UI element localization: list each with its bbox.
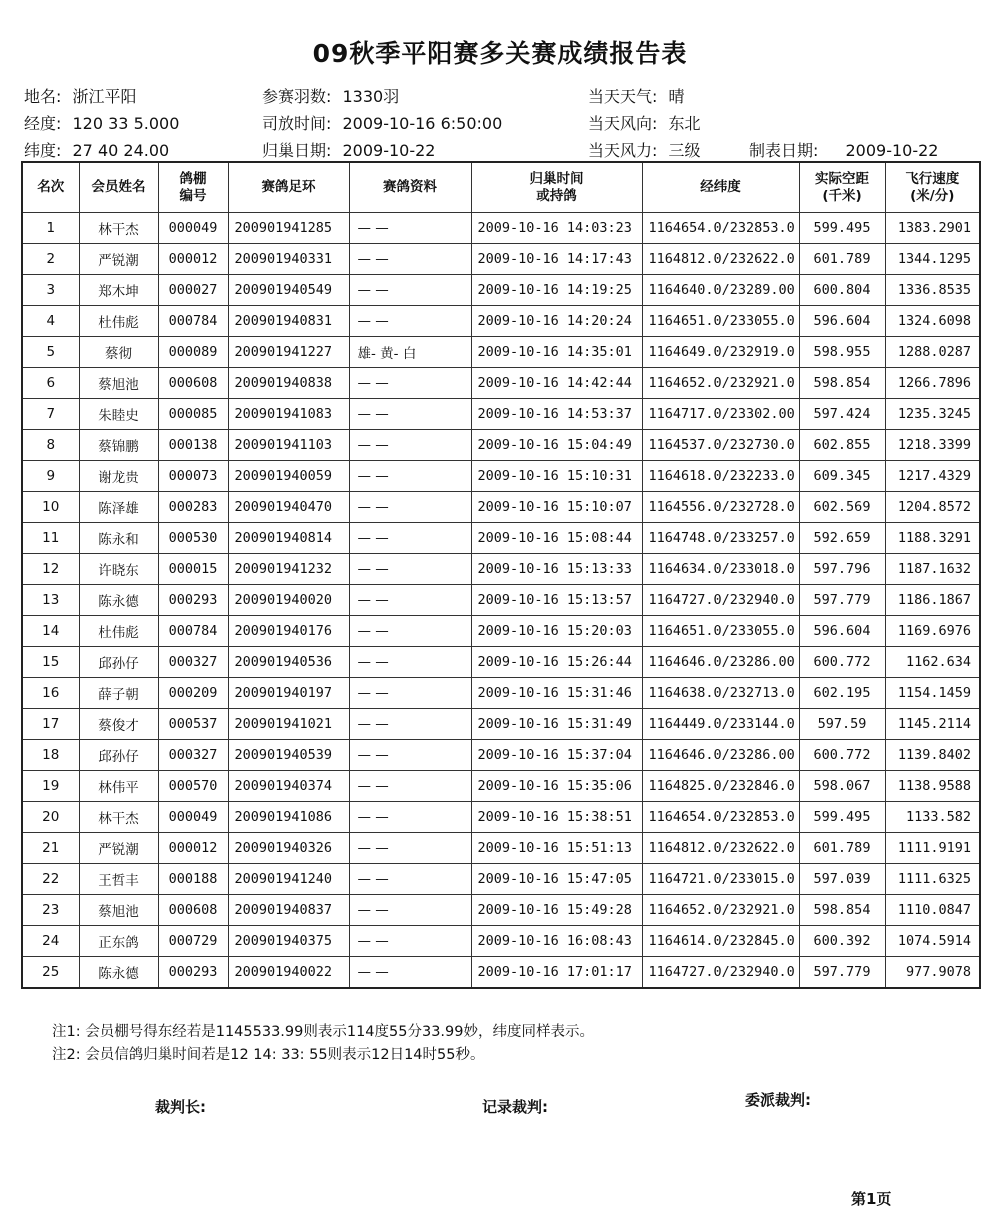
pigeon-info-cell: — — <box>349 678 471 709</box>
rank-cell: 22 <box>22 864 79 895</box>
column-header: 归巢时间 或持鸽 <box>471 162 642 213</box>
speed-cell: 1154.1459 <box>885 678 980 709</box>
table-row <box>22 306 980 337</box>
member-name-cell: 王哲丰 <box>79 864 158 895</box>
table-header-row <box>22 162 980 213</box>
arrival-time-cell: 2009-10-16 14:35:01 <box>471 337 642 368</box>
loft-number-cell: 000085 <box>158 399 228 430</box>
rank-cell: 24 <box>22 926 79 957</box>
loft-number-cell: 000138 <box>158 430 228 461</box>
table-body <box>22 213 980 989</box>
meta-wind-direction <box>588 111 701 134</box>
coordinates-cell: 1164652.0/232921.0 <box>642 368 799 399</box>
loft-number-cell: 000784 <box>158 616 228 647</box>
arrival-time-cell: 2009-10-16 14:53:37 <box>471 399 642 430</box>
pigeon-info-cell: — — <box>349 802 471 833</box>
table-row <box>22 678 980 709</box>
ring-number-cell: 200901940331 <box>228 244 349 275</box>
meta-location-label: 地名: <box>24 87 62 106</box>
distance-cell: 601.789 <box>799 244 885 275</box>
rank-cell: 18 <box>22 740 79 771</box>
signature-record-judge: 记录裁判: <box>482 1098 548 1116</box>
loft-number-cell: 000327 <box>158 647 228 678</box>
loft-number-cell: 000073 <box>158 461 228 492</box>
loft-number-cell: 000089 <box>158 337 228 368</box>
coordinates-cell: 1164646.0/23286.00 <box>642 647 799 678</box>
pigeon-info-cell: — — <box>349 244 471 275</box>
rank-cell: 1 <box>22 213 79 244</box>
rank-cell: 4 <box>22 306 79 337</box>
ring-number-cell: 200901941021 <box>228 709 349 740</box>
table-row <box>22 337 980 368</box>
ring-number-cell: 200901940814 <box>228 523 349 554</box>
rank-cell: 14 <box>22 616 79 647</box>
pigeon-info-cell: — — <box>349 771 471 802</box>
ring-number-cell: 200901940374 <box>228 771 349 802</box>
distance-cell: 600.804 <box>799 275 885 306</box>
page-number: 第1页 <box>851 1190 892 1208</box>
member-name-cell: 陈永和 <box>79 523 158 554</box>
loft-number-cell: 000015 <box>158 554 228 585</box>
ring-number-cell: 200901941240 <box>228 864 349 895</box>
meta-wind-force-label: 当天风力: <box>588 141 658 160</box>
speed-cell: 1145.2114 <box>885 709 980 740</box>
meta-weather-value: 晴 <box>668 87 685 106</box>
speed-cell: 1162.634 <box>885 647 980 678</box>
ring-number-cell: 200901941086 <box>228 802 349 833</box>
pigeon-info-cell: — — <box>349 523 471 554</box>
meta-return-date <box>262 138 435 161</box>
table-row <box>22 864 980 895</box>
arrival-time-cell: 2009-10-16 17:01:17 <box>471 957 642 989</box>
distance-cell: 592.659 <box>799 523 885 554</box>
rank-cell: 5 <box>22 337 79 368</box>
rank-cell: 7 <box>22 399 79 430</box>
rank-cell: 25 <box>22 957 79 989</box>
meta-release-label: 司放时间: <box>262 114 332 133</box>
arrival-time-cell: 2009-10-16 15:47:05 <box>471 864 642 895</box>
meta-longitude <box>24 111 179 134</box>
pigeon-info-cell: — — <box>349 275 471 306</box>
speed-cell: 1383.2901 <box>885 213 980 244</box>
meta-wind-direction-label: 当天风向: <box>588 114 658 133</box>
meta-location-value: 浙江平阳 <box>72 87 137 106</box>
meta-location <box>24 84 137 107</box>
ring-number-cell: 200901940375 <box>228 926 349 957</box>
table-row <box>22 833 980 864</box>
distance-cell: 599.495 <box>799 802 885 833</box>
pigeon-info-cell: — — <box>349 895 471 926</box>
rank-cell: 13 <box>22 585 79 616</box>
speed-cell: 1110.0847 <box>885 895 980 926</box>
arrival-time-cell: 2009-10-16 15:51:13 <box>471 833 642 864</box>
speed-cell: 977.9078 <box>885 957 980 989</box>
pigeon-info-cell: — — <box>349 306 471 337</box>
meta-wind-force <box>588 138 701 161</box>
coordinates-cell: 1164634.0/233018.0 <box>642 554 799 585</box>
meta-longitude-label: 经度: <box>24 114 62 133</box>
coordinates-cell: 1164618.0/232233.0 <box>642 461 799 492</box>
loft-number-cell: 000049 <box>158 213 228 244</box>
ring-number-cell: 200901940197 <box>228 678 349 709</box>
meta-release-value: 2009-10-16 6:50:00 <box>342 114 503 133</box>
coordinates-cell: 1164727.0/232940.0 <box>642 957 799 989</box>
distance-cell: 596.604 <box>799 616 885 647</box>
arrival-time-cell: 2009-10-16 15:08:44 <box>471 523 642 554</box>
pigeon-info-cell: 雄- 黄- 白 <box>349 337 471 368</box>
ring-number-cell: 200901940536 <box>228 647 349 678</box>
pigeon-info-cell: — — <box>349 740 471 771</box>
ring-number-cell: 200901940059 <box>228 461 349 492</box>
coordinates-cell: 1164649.0/232919.0 <box>642 337 799 368</box>
speed-cell: 1111.6325 <box>885 864 980 895</box>
distance-cell: 599.495 <box>799 213 885 244</box>
coordinates-cell: 1164651.0/233055.0 <box>642 306 799 337</box>
speed-cell: 1187.1632 <box>885 554 980 585</box>
table-row <box>22 430 980 461</box>
distance-cell: 600.772 <box>799 740 885 771</box>
loft-number-cell: 000608 <box>158 368 228 399</box>
distance-cell: 597.424 <box>799 399 885 430</box>
meta-latitude-value: 27 40 24.00 <box>72 141 170 160</box>
coordinates-cell: 1164825.0/232846.0 <box>642 771 799 802</box>
speed-cell: 1074.5914 <box>885 926 980 957</box>
table-row <box>22 585 980 616</box>
member-name-cell: 正东鸽 <box>79 926 158 957</box>
arrival-time-cell: 2009-10-16 15:26:44 <box>471 647 642 678</box>
table-row <box>22 616 980 647</box>
rank-cell: 8 <box>22 430 79 461</box>
table-row <box>22 647 980 678</box>
coordinates-cell: 1164640.0/23289.00 <box>642 275 799 306</box>
loft-number-cell: 000027 <box>158 275 228 306</box>
loft-number-cell: 000608 <box>158 895 228 926</box>
pigeon-info-cell: — — <box>349 585 471 616</box>
member-name-cell: 严锐潮 <box>79 244 158 275</box>
loft-number-cell: 000209 <box>158 678 228 709</box>
meta-weather <box>588 84 685 107</box>
distance-cell: 600.392 <box>799 926 885 957</box>
arrival-time-cell: 2009-10-16 15:31:46 <box>471 678 642 709</box>
coordinates-cell: 1164614.0/232845.0 <box>642 926 799 957</box>
arrival-time-cell: 2009-10-16 15:20:03 <box>471 616 642 647</box>
ring-number-cell: 200901940549 <box>228 275 349 306</box>
arrival-time-cell: 2009-10-16 15:35:06 <box>471 771 642 802</box>
member-name-cell: 陈永德 <box>79 957 158 989</box>
speed-cell: 1111.9191 <box>885 833 980 864</box>
speed-cell: 1344.1295 <box>885 244 980 275</box>
column-header: 名次 <box>22 162 79 213</box>
loft-number-cell: 000012 <box>158 833 228 864</box>
arrival-time-cell: 2009-10-16 14:42:44 <box>471 368 642 399</box>
speed-cell: 1217.4329 <box>885 461 980 492</box>
arrival-time-cell: 2009-10-16 15:38:51 <box>471 802 642 833</box>
table-row <box>22 275 980 306</box>
column-header: 经纬度 <box>642 162 799 213</box>
table-row <box>22 740 980 771</box>
arrival-time-cell: 2009-10-16 14:03:23 <box>471 213 642 244</box>
meta-latitude <box>24 138 169 161</box>
member-name-cell: 严锐潮 <box>79 833 158 864</box>
ring-number-cell: 200901941227 <box>228 337 349 368</box>
column-header: 会员姓名 <box>79 162 158 213</box>
table-row <box>22 771 980 802</box>
meta-count-label: 参赛羽数: <box>262 87 332 106</box>
coordinates-cell: 1164556.0/232728.0 <box>642 492 799 523</box>
pigeon-info-cell: — — <box>349 492 471 523</box>
loft-number-cell: 000530 <box>158 523 228 554</box>
ring-number-cell: 200901941232 <box>228 554 349 585</box>
speed-cell: 1324.6098 <box>885 306 980 337</box>
pigeon-info-cell: — — <box>349 864 471 895</box>
arrival-time-cell: 2009-10-16 15:31:49 <box>471 709 642 740</box>
meta-latitude-label: 纬度: <box>24 141 62 160</box>
member-name-cell: 郑木坤 <box>79 275 158 306</box>
speed-cell: 1139.8402 <box>885 740 980 771</box>
pigeon-info-cell: — — <box>349 554 471 585</box>
rank-cell: 20 <box>22 802 79 833</box>
pigeon-info-cell: — — <box>349 430 471 461</box>
column-header: 实际空距 (千米) <box>799 162 885 213</box>
meta-weather-label: 当天天气: <box>588 87 658 106</box>
meta-count <box>262 84 399 107</box>
pigeon-info-cell: — — <box>349 647 471 678</box>
member-name-cell: 邱孙仔 <box>79 647 158 678</box>
loft-number-cell: 000283 <box>158 492 228 523</box>
pigeon-info-cell: — — <box>349 709 471 740</box>
distance-cell: 609.345 <box>799 461 885 492</box>
ring-number-cell: 200901941285 <box>228 213 349 244</box>
rank-cell: 15 <box>22 647 79 678</box>
arrival-time-cell: 2009-10-16 14:17:43 <box>471 244 642 275</box>
arrival-time-cell: 2009-10-16 16:08:43 <box>471 926 642 957</box>
table-row <box>22 213 980 244</box>
loft-number-cell: 000012 <box>158 244 228 275</box>
pigeon-info-cell: — — <box>349 833 471 864</box>
arrival-time-cell: 2009-10-16 15:13:57 <box>471 585 642 616</box>
table-row <box>22 523 980 554</box>
ring-number-cell: 200901940470 <box>228 492 349 523</box>
rank-cell: 9 <box>22 461 79 492</box>
meta-count-value: 1330羽 <box>342 87 400 106</box>
table-row <box>22 368 980 399</box>
arrival-time-cell: 2009-10-16 15:04:49 <box>471 430 642 461</box>
coordinates-cell: 1164727.0/232940.0 <box>642 585 799 616</box>
speed-cell: 1235.3245 <box>885 399 980 430</box>
pigeon-info-cell: — — <box>349 616 471 647</box>
column-header: 飞行速度 (米/分) <box>885 162 980 213</box>
table-row <box>22 461 980 492</box>
distance-cell: 597.59 <box>799 709 885 740</box>
member-name-cell: 林伟平 <box>79 771 158 802</box>
ring-number-cell: 200901940176 <box>228 616 349 647</box>
member-name-cell: 蔡旭池 <box>79 368 158 399</box>
column-header: 鸽棚 编号 <box>158 162 228 213</box>
pigeon-info-cell: — — <box>349 926 471 957</box>
speed-cell: 1288.0287 <box>885 337 980 368</box>
member-name-cell: 蔡俊才 <box>79 709 158 740</box>
meta-wind-force-value: 三级 <box>668 141 701 160</box>
speed-cell: 1188.3291 <box>885 523 980 554</box>
table-row <box>22 802 980 833</box>
distance-cell: 597.039 <box>799 864 885 895</box>
table-row <box>22 554 980 585</box>
coordinates-cell: 1164449.0/233144.0 <box>642 709 799 740</box>
speed-cell: 1133.582 <box>885 802 980 833</box>
member-name-cell: 薛子朝 <box>79 678 158 709</box>
loft-number-cell: 000293 <box>158 585 228 616</box>
member-name-cell: 林干杰 <box>79 213 158 244</box>
loft-number-cell: 000570 <box>158 771 228 802</box>
pigeon-info-cell: — — <box>349 957 471 989</box>
coordinates-cell: 1164646.0/23286.00 <box>642 740 799 771</box>
page-title: 09秋季平阳赛多关赛成绩报告表 <box>312 39 688 68</box>
member-name-cell: 朱睦史 <box>79 399 158 430</box>
pigeon-info-cell: — — <box>349 368 471 399</box>
coordinates-cell: 1164651.0/233055.0 <box>642 616 799 647</box>
meta-return-date-value: 2009-10-22 <box>342 141 436 160</box>
distance-cell: 596.604 <box>799 306 885 337</box>
meta-return-date-label: 归巢日期: <box>262 141 332 160</box>
rank-cell: 21 <box>22 833 79 864</box>
rank-cell: 17 <box>22 709 79 740</box>
meta-made-date-value: 2009-10-22 <box>845 141 939 160</box>
rank-cell: 11 <box>22 523 79 554</box>
distance-cell: 602.855 <box>799 430 885 461</box>
meta-longitude-value: 120 33 5.000 <box>72 114 180 133</box>
coordinates-cell: 1164717.0/23302.00 <box>642 399 799 430</box>
rank-cell: 6 <box>22 368 79 399</box>
arrival-time-cell: 2009-10-16 15:37:04 <box>471 740 642 771</box>
rank-cell: 10 <box>22 492 79 523</box>
loft-number-cell: 000188 <box>158 864 228 895</box>
coordinates-cell: 1164721.0/233015.0 <box>642 864 799 895</box>
rank-cell: 23 <box>22 895 79 926</box>
distance-cell: 602.569 <box>799 492 885 523</box>
rank-cell: 2 <box>22 244 79 275</box>
ring-number-cell: 200901940326 <box>228 833 349 864</box>
ring-number-cell: 200901940838 <box>228 368 349 399</box>
table-row <box>22 926 980 957</box>
table-row <box>22 399 980 430</box>
ring-number-cell: 200901940022 <box>228 957 349 989</box>
distance-cell: 598.854 <box>799 368 885 399</box>
member-name-cell: 林干杰 <box>79 802 158 833</box>
arrival-time-cell: 2009-10-16 15:13:33 <box>471 554 642 585</box>
speed-cell: 1266.7896 <box>885 368 980 399</box>
note-1: 注1: 会员棚号得东经若是1145533.99则表示114度55分33.99妙，纬度同样表示。 <box>52 1024 594 1040</box>
meta-release <box>262 111 502 134</box>
table-row <box>22 244 980 275</box>
rank-cell: 16 <box>22 678 79 709</box>
speed-cell: 1169.6976 <box>885 616 980 647</box>
meta-wind-direction-value: 东北 <box>668 114 701 133</box>
ring-number-cell: 200901940539 <box>228 740 349 771</box>
arrival-time-cell: 2009-10-16 14:20:24 <box>471 306 642 337</box>
arrival-time-cell: 2009-10-16 15:49:28 <box>471 895 642 926</box>
table-row <box>22 709 980 740</box>
signature-delegate-judge: 委派裁判: <box>745 1091 811 1109</box>
member-name-cell: 蔡锦鹏 <box>79 430 158 461</box>
arrival-time-cell: 2009-10-16 15:10:31 <box>471 461 642 492</box>
distance-cell: 597.779 <box>799 957 885 989</box>
coordinates-cell: 1164812.0/232622.0 <box>642 833 799 864</box>
distance-cell: 598.955 <box>799 337 885 368</box>
member-name-cell: 蔡旭池 <box>79 895 158 926</box>
loft-number-cell: 000784 <box>158 306 228 337</box>
table-row <box>22 957 980 989</box>
member-name-cell: 陈永德 <box>79 585 158 616</box>
coordinates-cell: 1164654.0/232853.0 <box>642 213 799 244</box>
coordinates-cell: 1164652.0/232921.0 <box>642 895 799 926</box>
speed-cell: 1218.3399 <box>885 430 980 461</box>
speed-cell: 1336.8535 <box>885 275 980 306</box>
distance-cell: 600.772 <box>799 647 885 678</box>
ring-number-cell: 200901940831 <box>228 306 349 337</box>
meta-made-date <box>749 138 938 161</box>
distance-cell: 597.796 <box>799 554 885 585</box>
coordinates-cell: 1164812.0/232622.0 <box>642 244 799 275</box>
pigeon-info-cell: — — <box>349 399 471 430</box>
distance-cell: 598.854 <box>799 895 885 926</box>
ring-number-cell: 200901941083 <box>228 399 349 430</box>
rank-cell: 19 <box>22 771 79 802</box>
distance-cell: 602.195 <box>799 678 885 709</box>
table-row <box>22 895 980 926</box>
member-name-cell: 谢龙贵 <box>79 461 158 492</box>
speed-cell: 1204.8572 <box>885 492 980 523</box>
loft-number-cell: 000537 <box>158 709 228 740</box>
column-header: 赛鸽足环 <box>228 162 349 213</box>
loft-number-cell: 000049 <box>158 802 228 833</box>
column-header: 赛鸽资料 <box>349 162 471 213</box>
member-name-cell: 蔡彻 <box>79 337 158 368</box>
table-row <box>22 492 980 523</box>
distance-cell: 597.779 <box>799 585 885 616</box>
loft-number-cell: 000729 <box>158 926 228 957</box>
ring-number-cell: 200901940837 <box>228 895 349 926</box>
coordinates-cell: 1164654.0/232853.0 <box>642 802 799 833</box>
rank-cell: 12 <box>22 554 79 585</box>
coordinates-cell: 1164638.0/232713.0 <box>642 678 799 709</box>
arrival-time-cell: 2009-10-16 14:19:25 <box>471 275 642 306</box>
meta-made-date-label: 制表日期: <box>749 141 819 160</box>
note-2: 注2: 会员信鸽归巢时间若是12 14: 33: 55则表示12日14时55秒。 <box>52 1047 485 1063</box>
coordinates-cell: 1164748.0/233257.0 <box>642 523 799 554</box>
rank-cell: 3 <box>22 275 79 306</box>
distance-cell: 601.789 <box>799 833 885 864</box>
member-name-cell: 许晓东 <box>79 554 158 585</box>
ring-number-cell: 200901940020 <box>228 585 349 616</box>
pigeon-info-cell: — — <box>349 461 471 492</box>
member-name-cell: 邱孙仔 <box>79 740 158 771</box>
ring-number-cell: 200901941103 <box>228 430 349 461</box>
loft-number-cell: 000327 <box>158 740 228 771</box>
member-name-cell: 杜伟彪 <box>79 616 158 647</box>
pigeon-info-cell: — — <box>349 213 471 244</box>
member-name-cell: 杜伟彪 <box>79 306 158 337</box>
arrival-time-cell: 2009-10-16 15:10:07 <box>471 492 642 523</box>
signature-chief-judge: 裁判长: <box>155 1098 206 1116</box>
speed-cell: 1138.9588 <box>885 771 980 802</box>
loft-number-cell: 000293 <box>158 957 228 989</box>
member-name-cell: 陈泽雄 <box>79 492 158 523</box>
coordinates-cell: 1164537.0/232730.0 <box>642 430 799 461</box>
results-table <box>21 161 981 989</box>
speed-cell: 1186.1867 <box>885 585 980 616</box>
distance-cell: 598.067 <box>799 771 885 802</box>
